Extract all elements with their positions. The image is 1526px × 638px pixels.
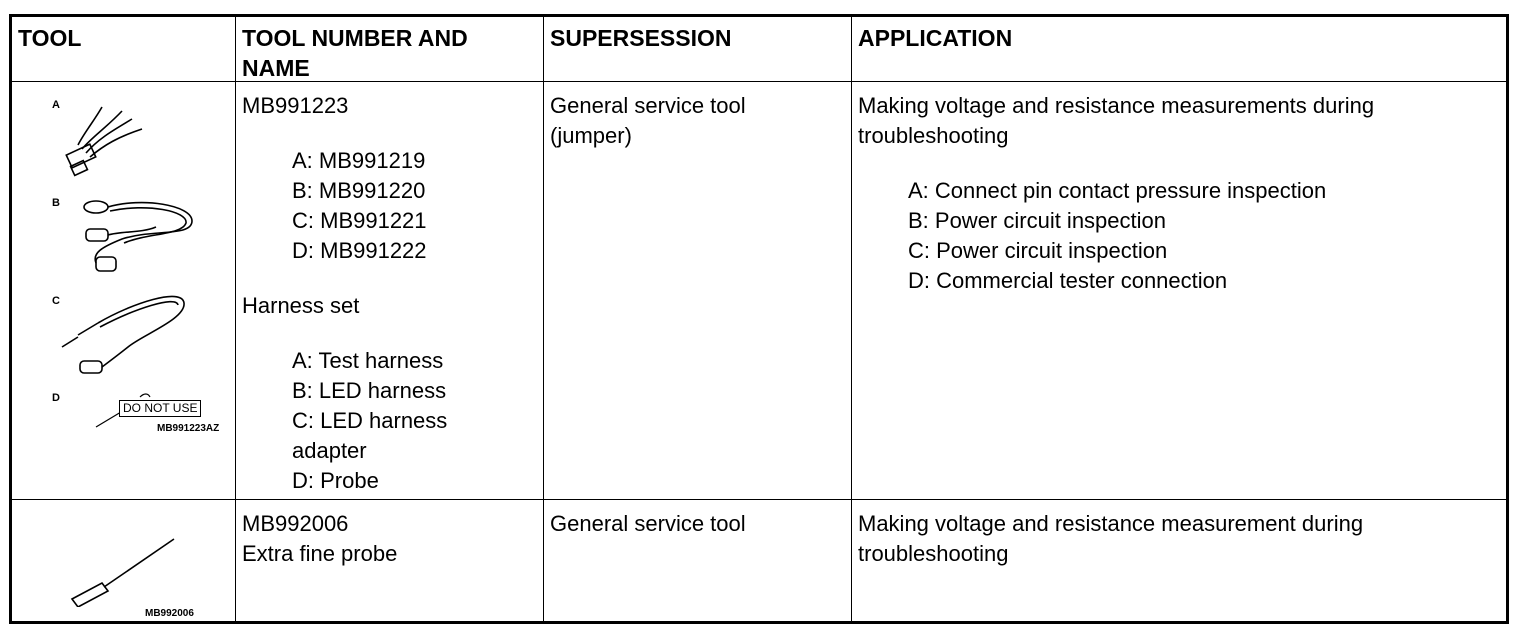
do-not-use-stamp: DO NOT USE — [119, 400, 201, 417]
header-tool-number-and-name — [242, 23, 468, 83]
application-text: Making voltage and resistance measurements during — [858, 93, 1375, 118]
sub-number-b: B: MB991220 — [292, 178, 426, 203]
header-tool: TOOL — [18, 25, 82, 51]
sub-number-a: A: MB991219 — [292, 148, 426, 173]
extra-fine-probe-icon — [72, 539, 174, 607]
header-line: NAME — [242, 55, 310, 81]
row-divider — [12, 499, 1506, 500]
header-supersession: SUPERSESSION — [550, 25, 732, 51]
tool-number: MB992006 — [242, 511, 349, 536]
header-line: TOOL NUMBER AND — [242, 25, 468, 51]
application-text: troubleshooting — [858, 541, 1009, 566]
application-item-a: A: Connect pin contact pressure inspection — [908, 178, 1327, 203]
sub-name-a: A: Test harness — [292, 348, 444, 373]
illustration-label-b: B — [52, 197, 60, 209]
application-text: troubleshooting — [858, 123, 1009, 148]
application-item-b: B: Power circuit inspection — [908, 208, 1166, 233]
header-divider — [12, 81, 1506, 82]
illustration-label-c: C — [52, 295, 60, 307]
tool-number: MB991223 — [242, 93, 349, 118]
supersession-text: General service tool — [550, 511, 746, 536]
sub-name-c: C: LED harness — [292, 408, 448, 433]
figure-id: MB991223AZ — [157, 423, 220, 434]
supersession-text: General service tool — [550, 93, 746, 118]
column-divider — [543, 17, 544, 621]
supersession-text: (jumper) — [550, 123, 632, 148]
column-divider — [851, 17, 852, 621]
harness-set-illustration — [52, 97, 232, 437]
tool-table — [9, 14, 1509, 624]
sub-name-d: D: Probe — [292, 468, 379, 493]
extra-fine-probe-illustration — [62, 527, 192, 607]
test-harness-icon — [66, 107, 142, 175]
illustration-label-d: D — [52, 392, 60, 404]
sub-name-c-continued: adapter — [292, 438, 367, 463]
illustration-label-a: A — [52, 99, 60, 111]
tool-name: Extra fine probe — [242, 541, 398, 566]
application-item-d: D: Commercial tester connection — [908, 268, 1228, 293]
sub-number-d: D: MB991222 — [292, 238, 427, 263]
sub-number-c: C: MB991221 — [292, 208, 427, 233]
sub-name-b: B: LED harness — [292, 378, 447, 403]
application-item-c: C: Power circuit inspection — [908, 238, 1168, 263]
application-text: Making voltage and resistance measurement during — [858, 511, 1364, 536]
column-divider — [235, 17, 236, 621]
tool-name: Harness set — [242, 293, 360, 318]
led-harness-icon — [84, 201, 192, 271]
header-application: APPLICATION — [858, 25, 1013, 51]
led-harness-adapter-icon — [62, 296, 184, 373]
figure-id: MB992006 — [145, 608, 194, 619]
